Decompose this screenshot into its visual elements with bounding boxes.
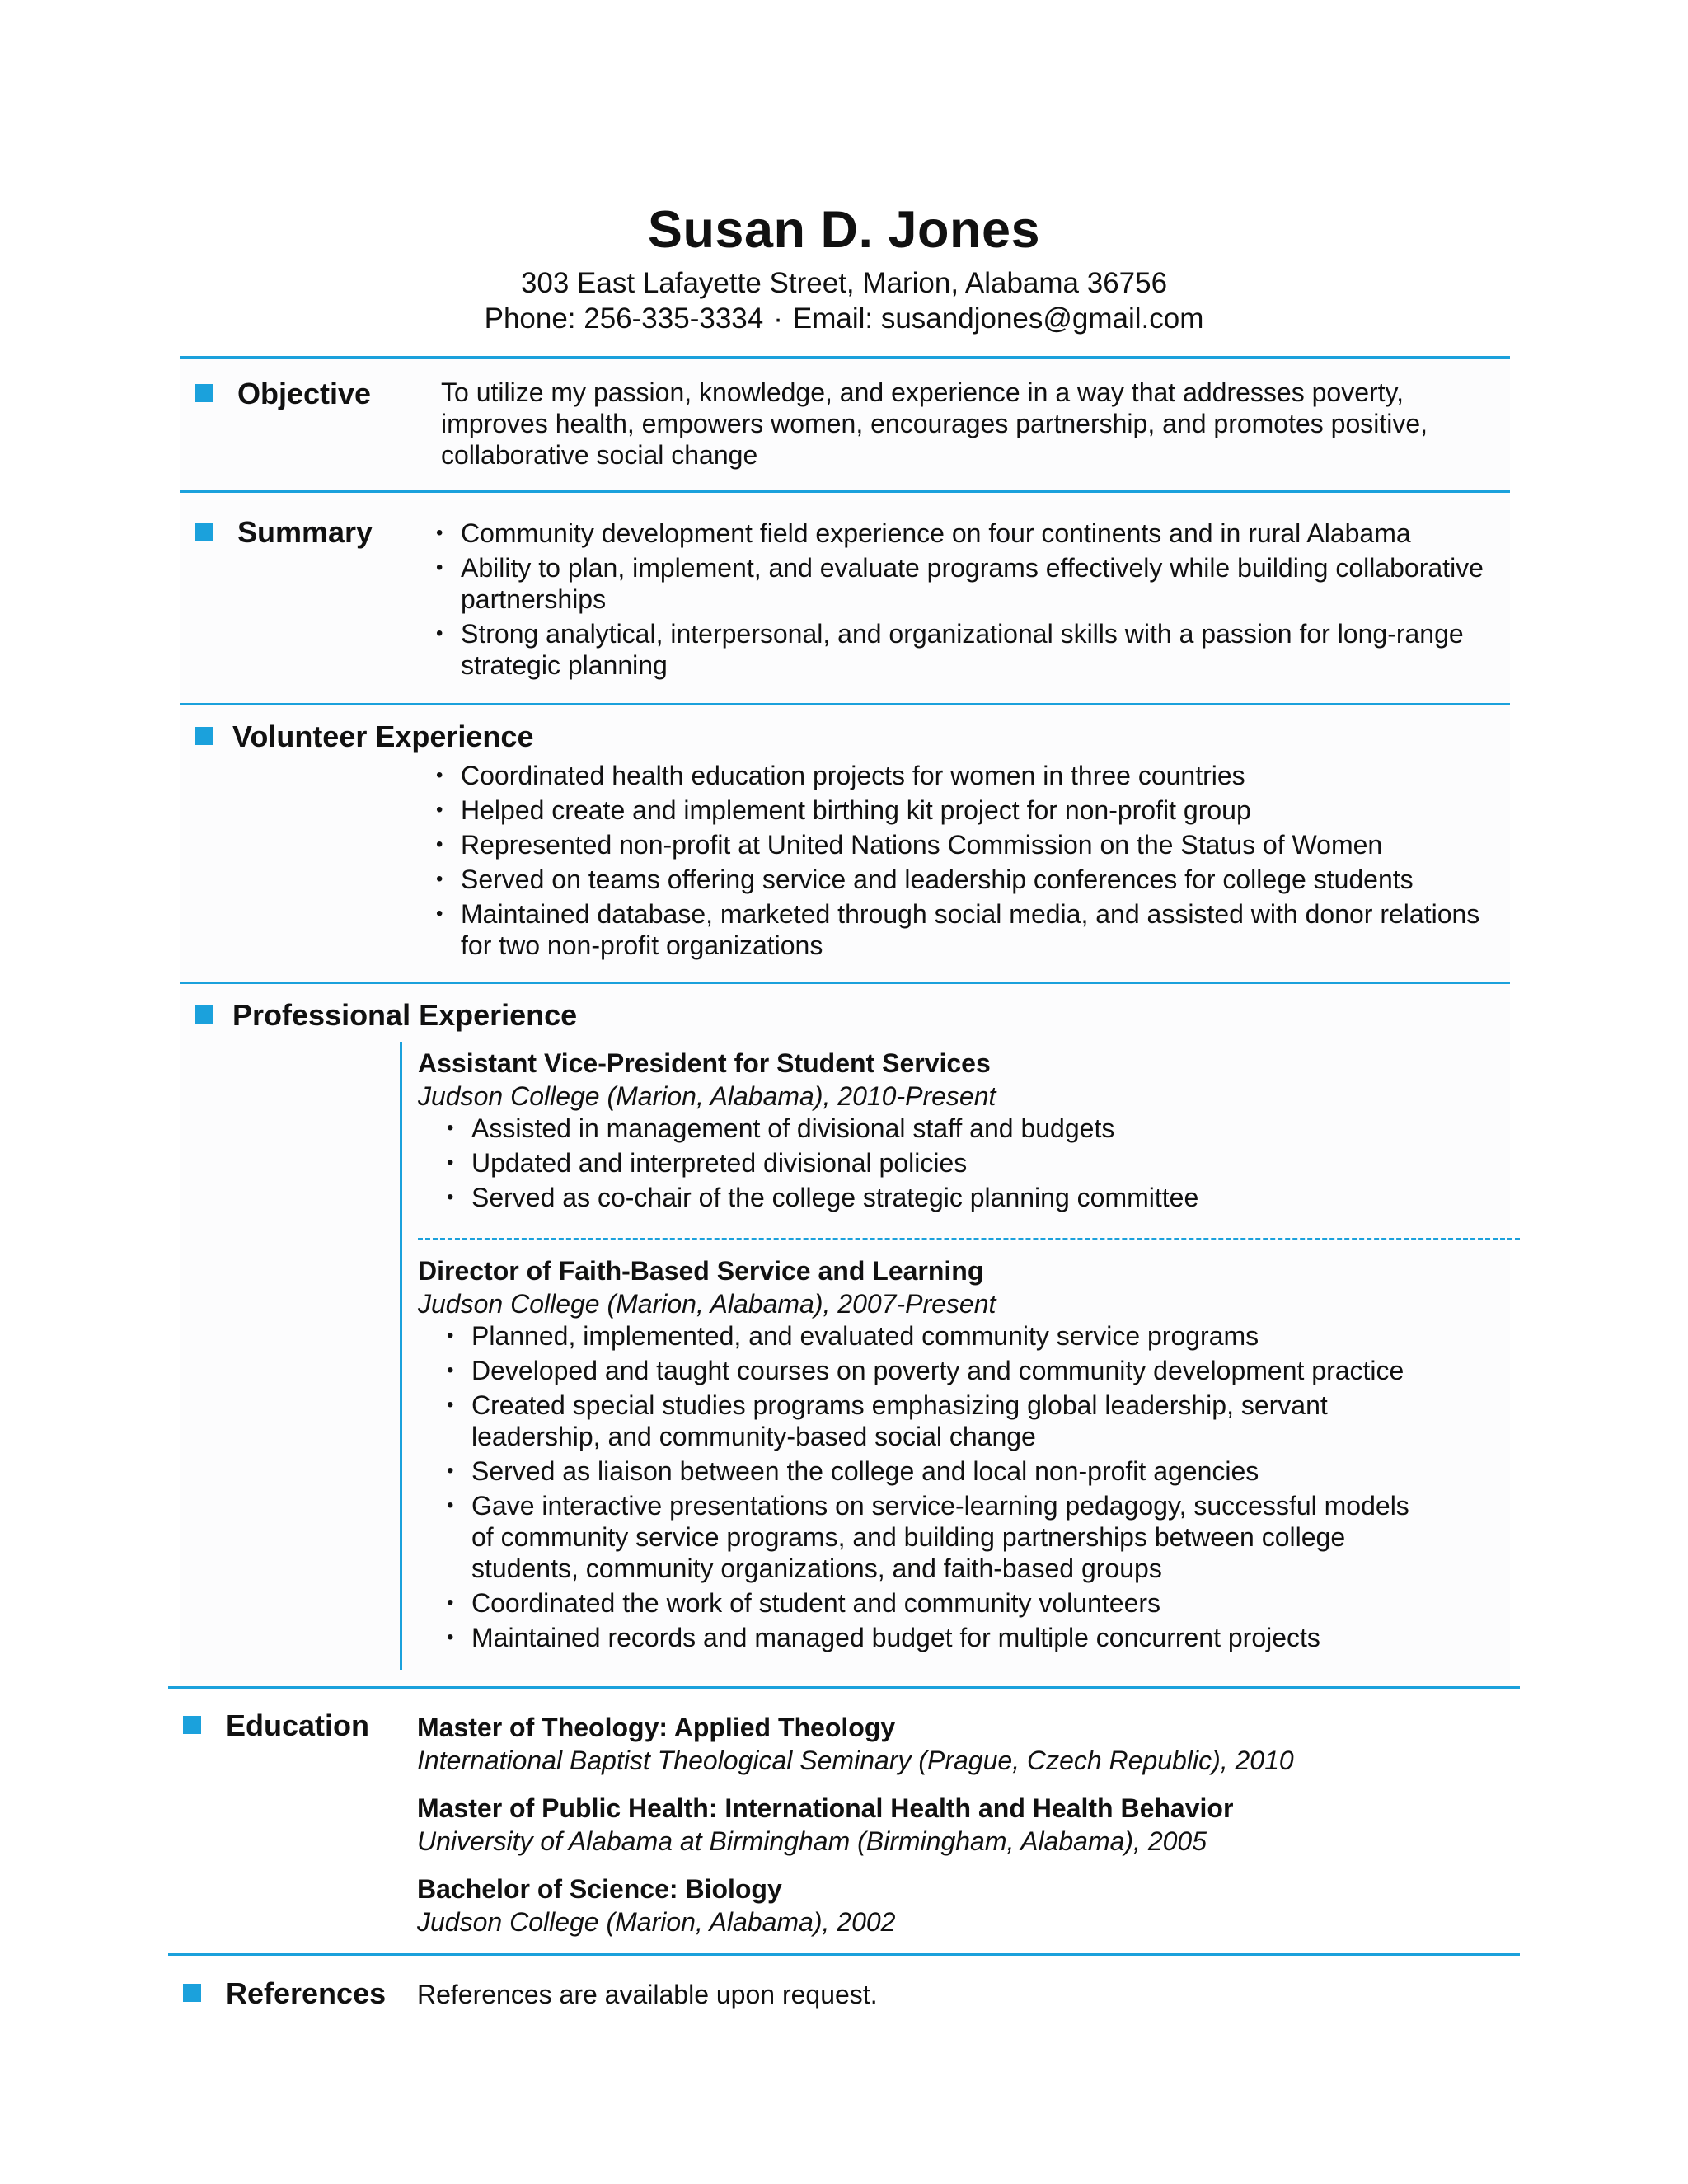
list-item: • Served on teams offering service and leadership conferences for college students [436,864,1507,895]
education-list [417,1711,1505,1938]
degree-title: Master of Public Health: International Health and Health Behavior [417,1793,1234,1823]
list-item: • Planned, implemented, and evaluated community service programs [447,1320,1436,1352]
summary-list-wrap [436,518,1507,684]
list-item: • Created special studies programs emphasizing global leadership, servant leadership, and community-based social change [447,1390,1436,1452]
volunteer-title: Volunteer Experience [232,719,534,753]
job-separator [418,1238,1520,1240]
school-info: Judson College (Marion, Alabama), 2002 [417,1907,896,1937]
section-square-icon [183,1716,201,1734]
section-divider [168,1953,1520,1956]
contact-separator: · [773,302,783,335]
job-duties-list [447,1113,1506,1213]
education-entry [417,1792,1505,1858]
objective-text: To utilize my passion, knowledge, and experience in a way that addresses poverty, improves health, empowers women, encourages partnership, and promotes positive, collaborative social change [441,377,1428,470]
education-heading [183,1708,369,1744]
summary-list [436,518,1507,681]
professional-title: Professional Experience [232,998,578,1032]
job-organization: Judson College (Marion, Alabama), 2010-Present [418,1081,996,1111]
section-square-icon [195,1005,213,1024]
list-item: • Coordinated the work of student and community volunteers [447,1587,1436,1619]
job-duties-list [447,1320,1436,1653]
education-entry [417,1872,1505,1938]
list-item: • Developed and taught courses on poverty and community development practice [447,1355,1436,1386]
section-square-icon [195,727,213,745]
degree-title: Bachelor of Science: Biology [417,1874,782,1904]
contact-line [0,301,1688,336]
references-text: References are available upon request. [417,1980,878,2009]
list-item: • Strong analytical, interpersonal, and organizational skills with a passion for long-range strategic planning [436,618,1507,681]
objective-section [180,359,1510,490]
objective-heading [195,376,371,412]
job-organization: Judson College (Marion, Alabama), 2007-Present [418,1289,996,1319]
list-item: • Coordinated health education projects for women in three countries [436,760,1507,791]
address-line: 303 East Lafayette Street, Marion, Alabama 36756 [520,267,1168,299]
section-divider [168,1686,1520,1689]
volunteer-list-wrap [436,760,1507,964]
job-title: Director of Faith-Based Service and Learning [418,1256,984,1286]
summary-title: Summary [237,515,373,549]
school-info: International Baptist Theological Seminary (Prague, Czech Republic), 2010 [417,1746,1294,1775]
email-text: Email: susandjones@gmail.com [792,302,1204,335]
references-title: References [226,1976,387,2010]
candidate-name: Susan D. Jones [647,201,1041,259]
list-item: • Updated and interpreted divisional policies [447,1147,1506,1179]
list-item: • Maintained database, marketed through social media, and assisted with donor relations for two non-profit organizations [436,898,1507,961]
experience-timeline-line [400,1042,402,1670]
section-square-icon [195,523,213,541]
resume-header [0,194,1688,336]
list-item: • Ability to plan, implement, and evaluate programs effectively while building collaborative partnerships [436,552,1507,615]
summary-heading [195,514,373,551]
job-entry [418,1047,1506,1216]
objective-title: Objective [237,377,372,410]
summary-section [180,493,1510,703]
section-square-icon [183,1984,201,2002]
education-entry [417,1711,1505,1777]
list-item: • Represented non-profit at United Nations Commission on the Status of Women [436,829,1507,860]
list-item: • Community development field experience on four continents and in rural Alabama [436,518,1507,549]
phone-text: Phone: 256-335-3334 [484,302,764,335]
list-item: • Assisted in management of divisional staff and budgets [447,1113,1506,1144]
volunteer-section [180,705,1510,982]
list-item: • Served as liaison between the college and local non-profit agencies [447,1455,1436,1487]
volunteer-list [436,760,1507,961]
references-heading [183,1975,386,2012]
list-item: • Helped create and implement birthing kit project for non-profit group [436,794,1507,826]
list-item: • Maintained records and managed budget for multiple concurrent projects [447,1622,1436,1653]
list-item: • Gave interactive presentations on service-learning pedagogy, successful models of community service programs, and building partnerships between college students, community organizations, and faith-based groups [447,1490,1436,1584]
professional-heading [195,997,577,1033]
list-item: • Served as co-chair of the college strategic planning committee [447,1182,1506,1213]
volunteer-heading [195,719,533,755]
school-info: University of Alabama at Birmingham (Birmingham, Alabama), 2005 [417,1826,1207,1856]
job-title: Assistant Vice-President for Student Services [418,1048,991,1078]
degree-title: Master of Theology: Applied Theology [417,1713,896,1742]
job-entry [418,1254,1506,1657]
education-title: Education [226,1708,370,1742]
section-square-icon [195,384,213,402]
